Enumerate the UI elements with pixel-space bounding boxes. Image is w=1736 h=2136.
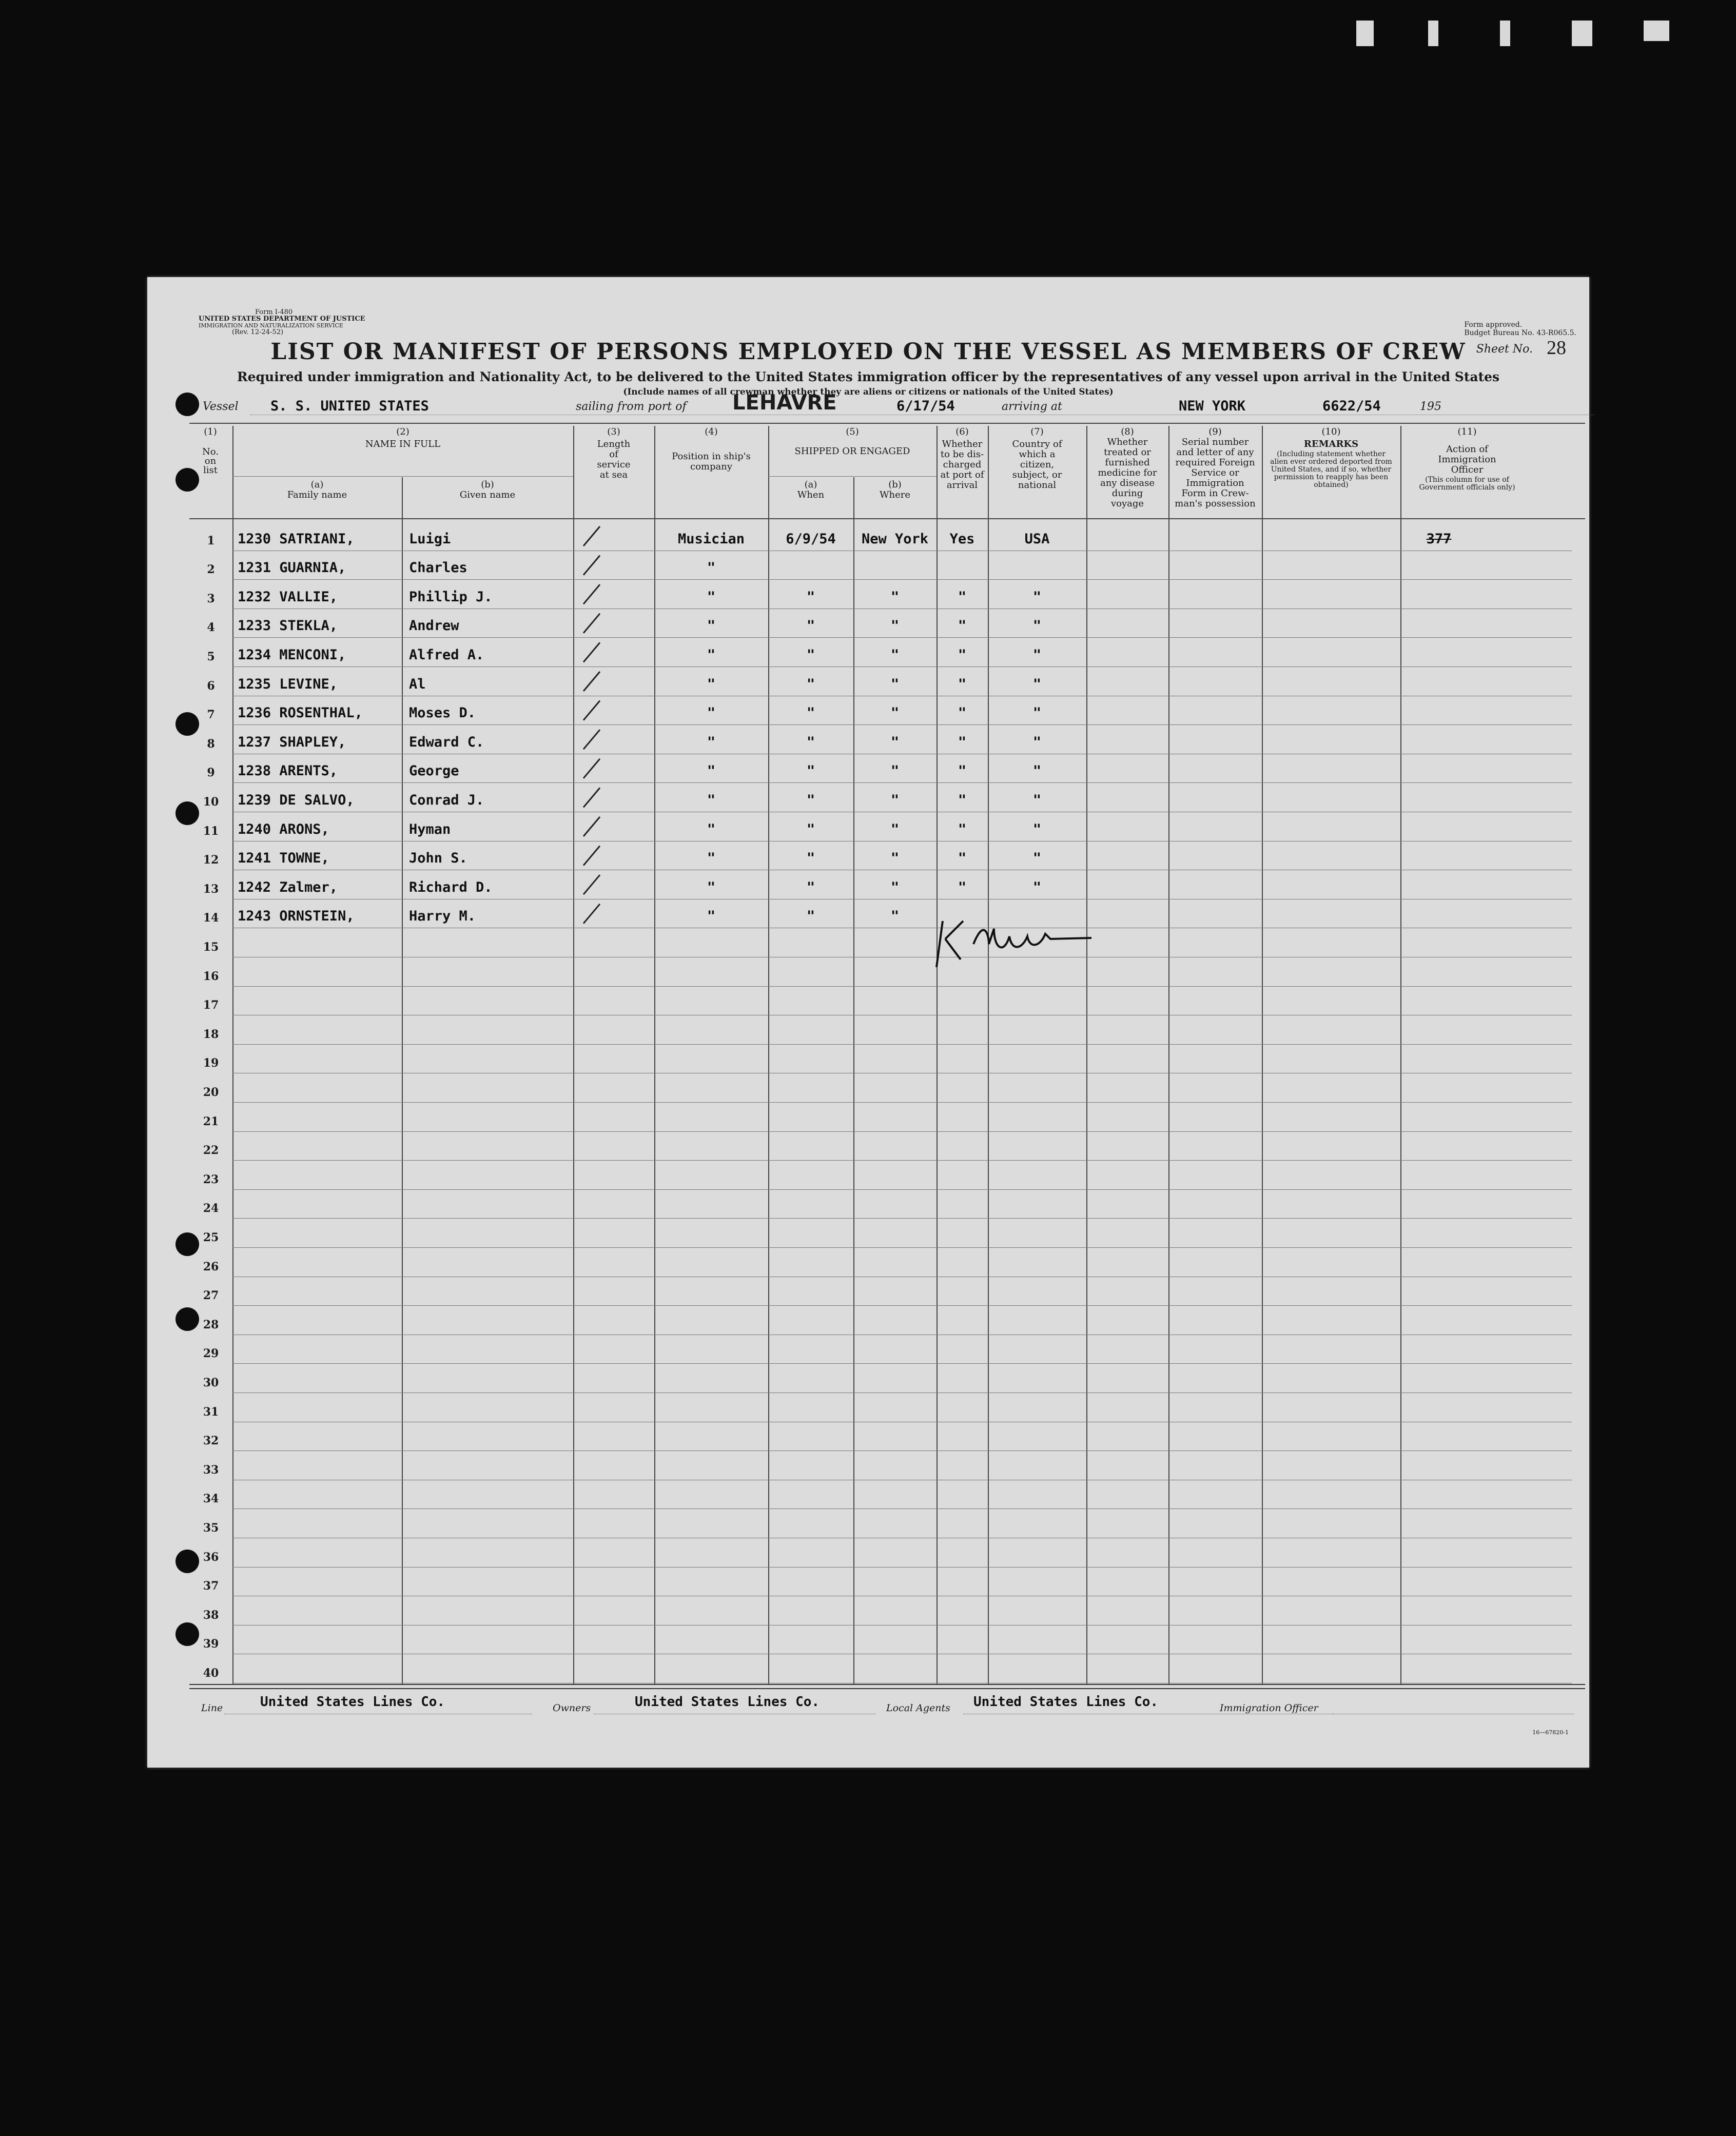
table-bottom-rule-2	[189, 1688, 1585, 1689]
discharge-cell: "	[958, 676, 967, 692]
sailing-date: 6/17/54	[896, 398, 955, 414]
row-number: 3	[207, 592, 215, 605]
country-cell: "	[1032, 646, 1042, 663]
form-approved: Form approved.	[1464, 321, 1523, 329]
row-rule	[232, 579, 1572, 580]
row-number: 14	[203, 911, 219, 925]
row-number: 8	[207, 737, 215, 751]
given-name-cell: Hyman	[409, 821, 451, 837]
given-name-cell: Richard D.	[409, 879, 493, 895]
family-name-cell: 1232 VALLIE,	[238, 589, 338, 605]
table-row	[147, 1424, 1589, 1453]
discharge-cell: "	[958, 646, 967, 663]
shipped-where-cell: "	[890, 908, 900, 925]
position-cell: "	[707, 763, 716, 779]
table-row	[147, 1104, 1589, 1133]
service-tick	[583, 817, 600, 836]
given-name-cell: Harry M.	[409, 908, 476, 925]
officer-signature	[932, 908, 1097, 980]
row-rule	[232, 986, 1572, 987]
position-cell: "	[707, 560, 716, 576]
shipped-where-cell: New York	[861, 531, 929, 547]
table-row	[147, 1046, 1589, 1075]
given-name-cell: Charles	[409, 560, 467, 576]
given-name-cell: Conrad J.	[409, 792, 484, 808]
shipped-where-cell: "	[890, 792, 900, 808]
table-row	[147, 930, 1589, 959]
row-number: 7	[207, 708, 215, 722]
col3-header	[573, 427, 654, 480]
col11-title: Action of Immigration Officer	[1438, 444, 1496, 475]
owners-value: United States Lines Co.	[635, 1694, 820, 1710]
position-cell: "	[707, 821, 716, 837]
row-number: 32	[203, 1434, 219, 1448]
country-cell: "	[1032, 879, 1042, 895]
position-cell: "	[707, 792, 716, 808]
service-tick	[583, 672, 600, 691]
table-row	[147, 1249, 1589, 1279]
form-id-block	[199, 308, 365, 336]
col5-title: SHIPPED OR ENGAGED	[794, 446, 910, 457]
col11-header	[1400, 427, 1534, 492]
discharge-cell: "	[958, 792, 967, 808]
budget-bureau: Budget Bureau No. 43-R065.5.	[1464, 329, 1576, 337]
col10-note: (Including statement whether alien ever ordered deported from United States, and if so, whether permission to reapply has been obtained)	[1270, 450, 1392, 489]
row-rule	[232, 1160, 1572, 1161]
table-row	[147, 1656, 1589, 1685]
country-cell: "	[1032, 589, 1042, 605]
revision: (Rev. 12-24-52)	[231, 328, 284, 336]
family-name-cell: 1233 STEKLA,	[238, 618, 338, 634]
row-number: 19	[203, 1056, 219, 1070]
service: IMMIGRATION AND NATURALIZATION SERVICE	[199, 322, 343, 329]
table-row	[147, 698, 1589, 727]
shipped-when-cell: "	[806, 676, 815, 692]
table-row	[147, 669, 1589, 698]
discharge-cell: "	[958, 879, 967, 895]
name-subheader-rule	[232, 476, 573, 477]
row-rule	[232, 1044, 1572, 1045]
row-number: 34	[203, 1492, 219, 1506]
table-row	[147, 1482, 1589, 1511]
service-tick	[583, 904, 600, 924]
row-number: 22	[203, 1144, 219, 1158]
table-top-rule	[189, 423, 1585, 424]
shipped-where-cell: "	[890, 734, 900, 750]
col8-number: (8)	[1121, 426, 1134, 437]
col10-header	[1262, 427, 1400, 489]
col2-number: (2)	[396, 426, 409, 437]
table-row	[147, 1511, 1589, 1540]
table-row	[147, 785, 1589, 814]
family-name-cell: 1239 DE SALVO,	[238, 792, 355, 808]
country-cell: "	[1032, 821, 1042, 837]
row-number: 40	[203, 1666, 219, 1680]
col9-header	[1168, 427, 1262, 509]
row-number: 10	[203, 795, 219, 809]
officer-action-cell: 377	[1426, 531, 1452, 547]
shipped-where-cell: "	[890, 589, 900, 605]
officer-label: Immigration Officer	[1220, 1702, 1318, 1714]
table-row	[147, 756, 1589, 785]
col6-header	[937, 427, 988, 491]
table-row	[147, 901, 1589, 930]
table-row	[147, 1453, 1589, 1482]
col5b-number: (b)	[888, 479, 902, 490]
position-cell: "	[707, 908, 716, 925]
shipped-where-cell: "	[890, 705, 900, 721]
col5a-header	[768, 480, 853, 500]
table-row	[147, 523, 1589, 553]
row-number: 29	[203, 1347, 219, 1361]
row-number: 30	[203, 1376, 219, 1389]
service-tick	[583, 730, 600, 749]
table-row	[147, 727, 1589, 756]
col2-title: NAME IN FULL	[365, 439, 441, 449]
col2b-header	[402, 480, 573, 500]
table-row	[147, 1395, 1589, 1424]
row-number: 24	[203, 1202, 219, 1216]
col2a-header	[232, 480, 402, 500]
col2a-number: (a)	[310, 479, 324, 490]
position-cell: "	[707, 879, 716, 895]
shipped-when-cell: "	[806, 879, 815, 895]
table-row	[147, 1220, 1589, 1249]
shipped-when-cell: "	[806, 821, 815, 837]
family-name-cell: 1231 GUARNIA,	[238, 560, 346, 576]
row-number: 20	[203, 1085, 219, 1099]
family-name-cell: 1236 ROSENTHAL,	[238, 705, 363, 721]
row-number: 11	[203, 824, 219, 838]
table-row	[147, 581, 1589, 611]
position-cell: "	[707, 676, 716, 692]
shipped-where-cell: "	[890, 850, 900, 867]
service-tick	[583, 614, 600, 633]
service-tick	[583, 788, 600, 807]
department: UNITED STATES DEPARTMENT OF JUSTICE	[199, 315, 365, 323]
col5-number: (5)	[846, 426, 859, 437]
discharge-cell: "	[958, 763, 967, 779]
shipped-when-cell: "	[806, 646, 815, 663]
table-row	[147, 639, 1589, 669]
table-bottom-rule	[189, 1684, 1585, 1685]
position-cell: "	[707, 618, 716, 634]
form-code: 16—67820-1	[1532, 1729, 1569, 1736]
table-header-rule	[189, 518, 1585, 519]
row-number: 13	[203, 882, 219, 896]
col11-note: (This column for use of Government officials only)	[1419, 476, 1515, 492]
row-rule	[232, 1102, 1572, 1103]
shipped-where-cell: "	[890, 879, 900, 895]
given-name-cell: Edward C.	[409, 734, 484, 750]
family-name-cell: 1242 Zalmer,	[238, 879, 338, 895]
row-number: 25	[203, 1230, 219, 1244]
position-cell: "	[707, 589, 716, 605]
shipped-where-cell: "	[890, 676, 900, 692]
country-cell: "	[1032, 676, 1042, 692]
sheet-no-value: 28	[1547, 337, 1566, 359]
vessel-label: Vessel	[203, 400, 239, 413]
shipped-when-cell: "	[806, 850, 815, 867]
family-name-cell: 1238 ARENTS,	[238, 763, 338, 779]
shipped-subheader-rule	[768, 476, 937, 477]
row-number: 21	[203, 1114, 219, 1128]
discharge-cell: "	[958, 850, 967, 867]
service-tick	[583, 526, 600, 546]
arriving-label: arriving at	[1002, 400, 1062, 413]
service-tick	[583, 584, 600, 604]
col5-header	[768, 427, 937, 457]
row-rule	[232, 1508, 1572, 1509]
shipped-where-cell: "	[890, 763, 900, 779]
shipped-when-cell: 6/9/54	[786, 531, 836, 547]
col5a-title: When	[797, 489, 825, 500]
table-row	[147, 1365, 1589, 1395]
shipped-when-cell: "	[806, 763, 815, 779]
col7-title: Country of which a citizen, subject, or national	[1012, 439, 1062, 491]
position-cell: "	[707, 850, 716, 867]
given-name-cell: Andrew	[409, 618, 459, 634]
family-name-cell: 1234 MENCONI,	[238, 646, 346, 663]
shipped-when-cell: "	[806, 618, 815, 634]
country-cell: USA	[1024, 531, 1050, 547]
discharge-cell: "	[958, 618, 967, 634]
col5b-title: Where	[879, 489, 910, 500]
given-name-cell: Luigi	[409, 531, 451, 547]
table-row	[147, 1307, 1589, 1337]
table-row	[147, 1191, 1589, 1221]
table-row	[147, 1017, 1589, 1046]
country-cell: "	[1032, 618, 1042, 634]
table-row	[147, 1540, 1589, 1569]
row-number: 18	[203, 1027, 219, 1041]
subtitle: Required under immigration and Nationality Act, to be delivered to the United States immigration officer by the representatives of any vessel upon arrival in the United States	[237, 369, 1500, 384]
row-number: 35	[203, 1521, 219, 1535]
sailing-label: sailing from port of	[576, 400, 687, 413]
col3-number: (3)	[607, 426, 620, 437]
row-number: 27	[203, 1289, 219, 1303]
given-name-cell: Al	[409, 676, 426, 692]
shipped-where-cell: "	[890, 618, 900, 634]
family-name-cell: 1237 SHAPLEY,	[238, 734, 346, 750]
table-row	[147, 988, 1589, 1017]
family-name-cell: 1235 LEVINE,	[238, 676, 338, 692]
table-row	[147, 1569, 1589, 1598]
table-row	[147, 1627, 1589, 1656]
film-edge-marks	[1356, 21, 1715, 56]
row-number: 12	[203, 853, 219, 867]
table-row	[147, 553, 1589, 582]
table-row	[147, 611, 1589, 640]
row-rule	[232, 637, 1572, 638]
col1-number: (1)	[204, 426, 217, 437]
table-row	[147, 1162, 1589, 1191]
col1-header	[188, 427, 232, 475]
row-rule	[232, 1218, 1572, 1219]
discharge-cell: Yes	[949, 531, 975, 547]
discharge-cell: "	[958, 734, 967, 750]
country-cell: "	[1032, 705, 1042, 721]
vessel-name: S. S. UNITED STATES	[270, 398, 429, 414]
col8-title: Whether treated or furnished medicine for any disease during voyage	[1098, 437, 1157, 509]
shipped-when-cell: "	[806, 705, 815, 721]
table-row	[147, 1133, 1589, 1163]
row-number: 6	[207, 679, 215, 693]
row-number: 33	[203, 1463, 219, 1477]
agents-label: Local Agents	[886, 1702, 950, 1714]
col5b-header	[853, 480, 937, 500]
row-rule	[232, 1305, 1572, 1306]
col4-number: (4)	[705, 426, 718, 437]
include-note: (Include names of all crewman whether they are aliens or citizens or nationals of the United States)	[623, 387, 1114, 397]
shipped-when-cell: "	[806, 589, 815, 605]
shipped-when-cell: "	[806, 734, 815, 750]
year-suffix: 195	[1420, 400, 1441, 413]
col5a-number: (a)	[804, 479, 817, 490]
col7-number: (7)	[1030, 426, 1044, 437]
service-tick	[583, 642, 600, 662]
approval-block	[1464, 321, 1576, 337]
service-tick	[583, 875, 600, 894]
row-number: 4	[207, 621, 215, 635]
col4-header	[654, 427, 768, 472]
row-number: 15	[203, 940, 219, 954]
shipped-when-cell: "	[806, 792, 815, 808]
col2a-title: Family name	[287, 489, 347, 500]
row-rule	[232, 1363, 1572, 1364]
agents-value: United States Lines Co.	[973, 1694, 1159, 1710]
row-number: 39	[203, 1637, 219, 1651]
service-tick	[583, 701, 600, 720]
col8-header	[1086, 427, 1168, 509]
service-tick	[583, 556, 600, 575]
sheet-no-label: Sheet No.	[1476, 343, 1533, 356]
row-number: 9	[207, 766, 215, 780]
table-row	[147, 872, 1589, 901]
row-rule	[232, 1189, 1572, 1190]
row-number: 26	[203, 1260, 219, 1273]
col2-header	[232, 427, 573, 449]
row-rule	[232, 1247, 1572, 1248]
table-row	[147, 1337, 1589, 1366]
discharge-cell: "	[958, 821, 967, 837]
row-number: 16	[203, 969, 219, 983]
row-rule	[232, 724, 1572, 725]
position-cell: Musician	[677, 531, 745, 547]
row-number: 23	[203, 1172, 219, 1186]
row-number: 2	[207, 563, 215, 577]
given-name-cell: Phillip J.	[409, 589, 493, 605]
shipped-where-cell: "	[890, 821, 900, 837]
service-tick-marks	[573, 518, 655, 939]
family-name-cell: 1241 TOWNE,	[238, 850, 329, 867]
row-number: 37	[203, 1579, 219, 1593]
arrival-port: NEW YORK	[1179, 398, 1246, 414]
family-name-cell: 1230 SATRIANI,	[238, 531, 355, 547]
given-name-cell: John S.	[409, 850, 467, 867]
col6-title: Whether to be dis-charged at port of arrival	[940, 439, 984, 491]
table-row	[147, 1075, 1589, 1104]
row-number: 1	[207, 534, 215, 547]
col1-title: No. on list	[202, 446, 219, 476]
col6-number: (6)	[955, 426, 969, 437]
row-number: 38	[203, 1608, 219, 1622]
row-number: 28	[203, 1318, 219, 1331]
col2b-title: Given name	[459, 489, 516, 500]
row-rule	[232, 782, 1572, 783]
manifest-sheet	[147, 277, 1589, 1768]
position-cell: "	[707, 705, 716, 721]
discharge-cell: "	[958, 589, 967, 605]
page-title: LIST OR MANIFEST OF PERSONS EMPLOYED ON THE VESSEL AS MEMBERS OF CREW	[270, 339, 1466, 365]
line-label: Line	[201, 1702, 223, 1714]
col11-number: (11)	[1457, 426, 1477, 437]
service-tick	[583, 846, 600, 866]
col9-title: Serial number and letter of any required Foreign Service or Immigration Form in Crew-man's possession	[1175, 437, 1256, 509]
given-name-cell: Alfred A.	[409, 646, 484, 663]
service-tick	[583, 759, 600, 778]
country-cell: "	[1032, 734, 1042, 750]
line-value: United States Lines Co.	[260, 1694, 445, 1710]
col3-title: Length of service at sea	[597, 439, 631, 480]
sailing-port: LEHAVRE	[732, 391, 837, 415]
shipped-where-cell: "	[890, 646, 900, 663]
col7-header	[988, 427, 1086, 491]
table-row	[147, 1598, 1589, 1627]
table-row	[147, 843, 1589, 872]
form-number: Form I-480	[255, 308, 293, 316]
col9-number: (9)	[1208, 426, 1222, 437]
table-row	[147, 959, 1589, 988]
given-name-cell: Moses D.	[409, 705, 476, 721]
shipped-when-cell: "	[806, 908, 815, 925]
col10-title: REMARKS	[1303, 439, 1359, 449]
table-row	[147, 814, 1589, 843]
country-cell: "	[1032, 763, 1042, 779]
owners-label: Owners	[553, 1702, 591, 1714]
given-name-cell: George	[409, 763, 459, 779]
country-cell: "	[1032, 850, 1042, 867]
row-rule	[232, 1131, 1572, 1132]
row-number: 17	[203, 998, 219, 1012]
row-number: 31	[203, 1405, 219, 1419]
discharge-cell: "	[958, 705, 967, 721]
table-row	[147, 1279, 1589, 1308]
position-cell: "	[707, 734, 716, 750]
col2b-number: (b)	[481, 479, 494, 490]
col10-number: (10)	[1321, 426, 1341, 437]
row-number: 5	[207, 650, 215, 663]
row-number: 36	[203, 1550, 219, 1564]
family-name-cell: 1243 ORNSTEIN,	[238, 908, 355, 925]
col4-title: Position in ship's company	[672, 451, 751, 472]
family-name-cell: 1240 ARONS,	[238, 821, 329, 837]
arrival-date: 6622/54	[1322, 398, 1381, 414]
country-cell: "	[1032, 792, 1042, 808]
position-cell: "	[707, 646, 716, 663]
